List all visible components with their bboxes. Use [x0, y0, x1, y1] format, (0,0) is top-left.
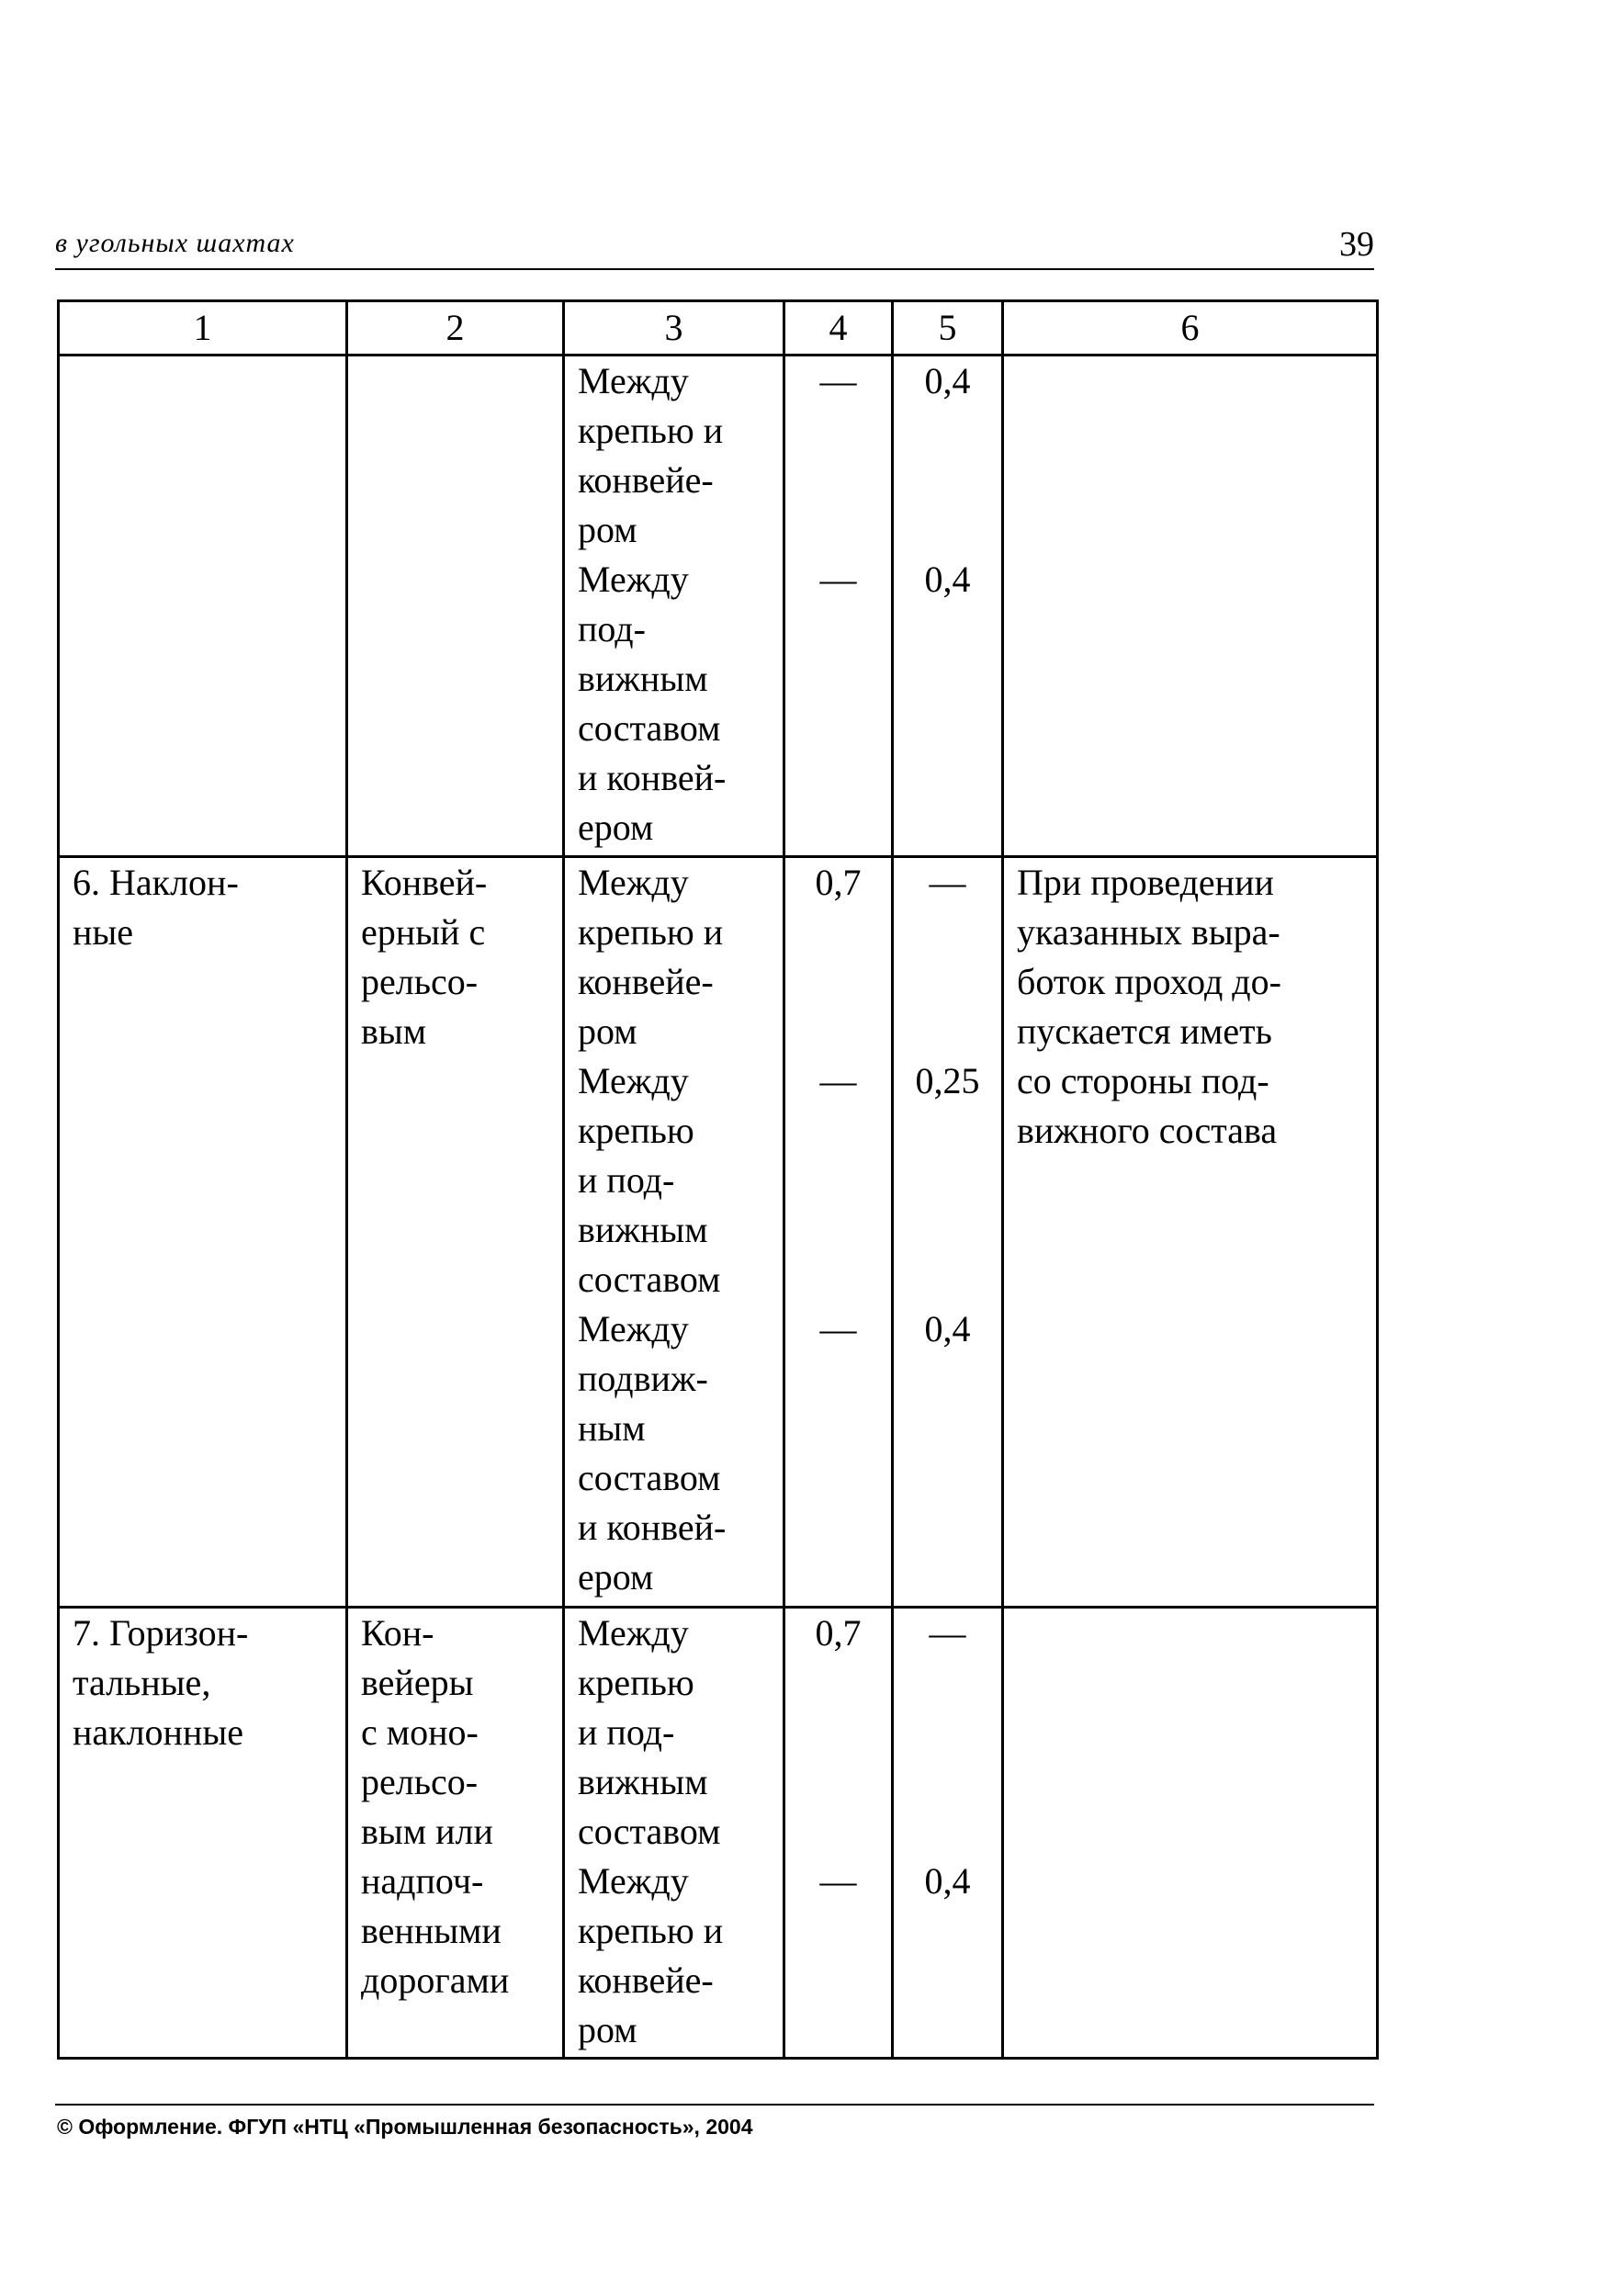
running-title: в угольных шахтах [55, 228, 295, 258]
location-entry: Между крепью и конвейе- ром [578, 861, 724, 1052]
col4-cell [784, 356, 893, 857]
workings-type-cell: 7. Горизон- тальные, наклонные [59, 1607, 347, 2058]
location-entry: Между крепью и под- вижным составом [578, 1059, 721, 1300]
table-row [59, 856, 1378, 1607]
col4-value: — [819, 360, 857, 401]
location-entry: Между крепью и конвейе- ром [578, 1859, 724, 2050]
table-header-row [59, 301, 1378, 356]
copyright-footer: © Оформление. ФГУП «НТЦ «Промышленная безопасность», 2004 [57, 2115, 753, 2139]
transport-type-cell: Кон- вейеры с моно- рельсо- вым или надпоч- венными дорогами [347, 1607, 564, 2058]
transport-type-cell [347, 356, 564, 857]
col4-value: — [819, 1059, 857, 1101]
location-cell [564, 1607, 784, 2058]
transport-type-cell: Конвей- ерный с рельсо- вым [347, 856, 564, 1607]
column-header: 5 [893, 301, 1003, 356]
header-rule [55, 268, 1374, 270]
col5-value: — [929, 861, 966, 903]
column-header: 6 [1003, 301, 1378, 356]
col4-value: — [819, 559, 857, 600]
location-entry: Между крепью и конвейе- ром [578, 360, 724, 550]
col4-value: — [819, 1307, 857, 1349]
col5-value: 0,4 [924, 360, 971, 401]
workings-type-cell [59, 356, 347, 857]
col4-value: 0,7 [815, 861, 862, 903]
col4-value: 0,7 [815, 1611, 862, 1654]
col5-value: 0,4 [924, 1859, 971, 1902]
col4-value: — [819, 1859, 857, 1902]
column-header: 1 [59, 301, 347, 356]
note-cell: При проведении указанных выра- боток проход до- пускается иметь со стороны под- вижного состава [1003, 856, 1378, 1607]
col5-cell [893, 356, 1003, 857]
col5-value: 0,25 [915, 1059, 980, 1101]
col5-value: 0,4 [924, 1307, 971, 1349]
table-row [59, 356, 1378, 857]
clearance-table [57, 299, 1379, 2060]
location-cell [564, 356, 784, 857]
location-entry: Между под- вижным составом и конвей- ером [578, 559, 727, 848]
note-cell [1003, 356, 1378, 857]
column-header: 4 [784, 301, 893, 356]
location-entry: Между крепью и под- вижным составом [578, 1611, 721, 1852]
location-entry: Между подвиж- ным составом и конвей- ером [578, 1307, 727, 1598]
location-cell [564, 856, 784, 1607]
footer-rule [55, 2104, 1374, 2106]
workings-type-cell: 6. Наклон- ные [59, 856, 347, 1607]
col5-cell [893, 856, 1003, 1607]
column-header: 2 [347, 301, 564, 356]
col4-cell [784, 856, 893, 1607]
note-cell [1003, 1607, 1378, 2058]
col5-value: 0,4 [924, 559, 971, 600]
page-number: 39 [1339, 225, 1374, 264]
col5-value: — [929, 1611, 966, 1654]
col5-cell [893, 1607, 1003, 2058]
col4-cell [784, 1607, 893, 2058]
table-row [59, 1607, 1378, 2058]
column-header: 3 [564, 301, 784, 356]
